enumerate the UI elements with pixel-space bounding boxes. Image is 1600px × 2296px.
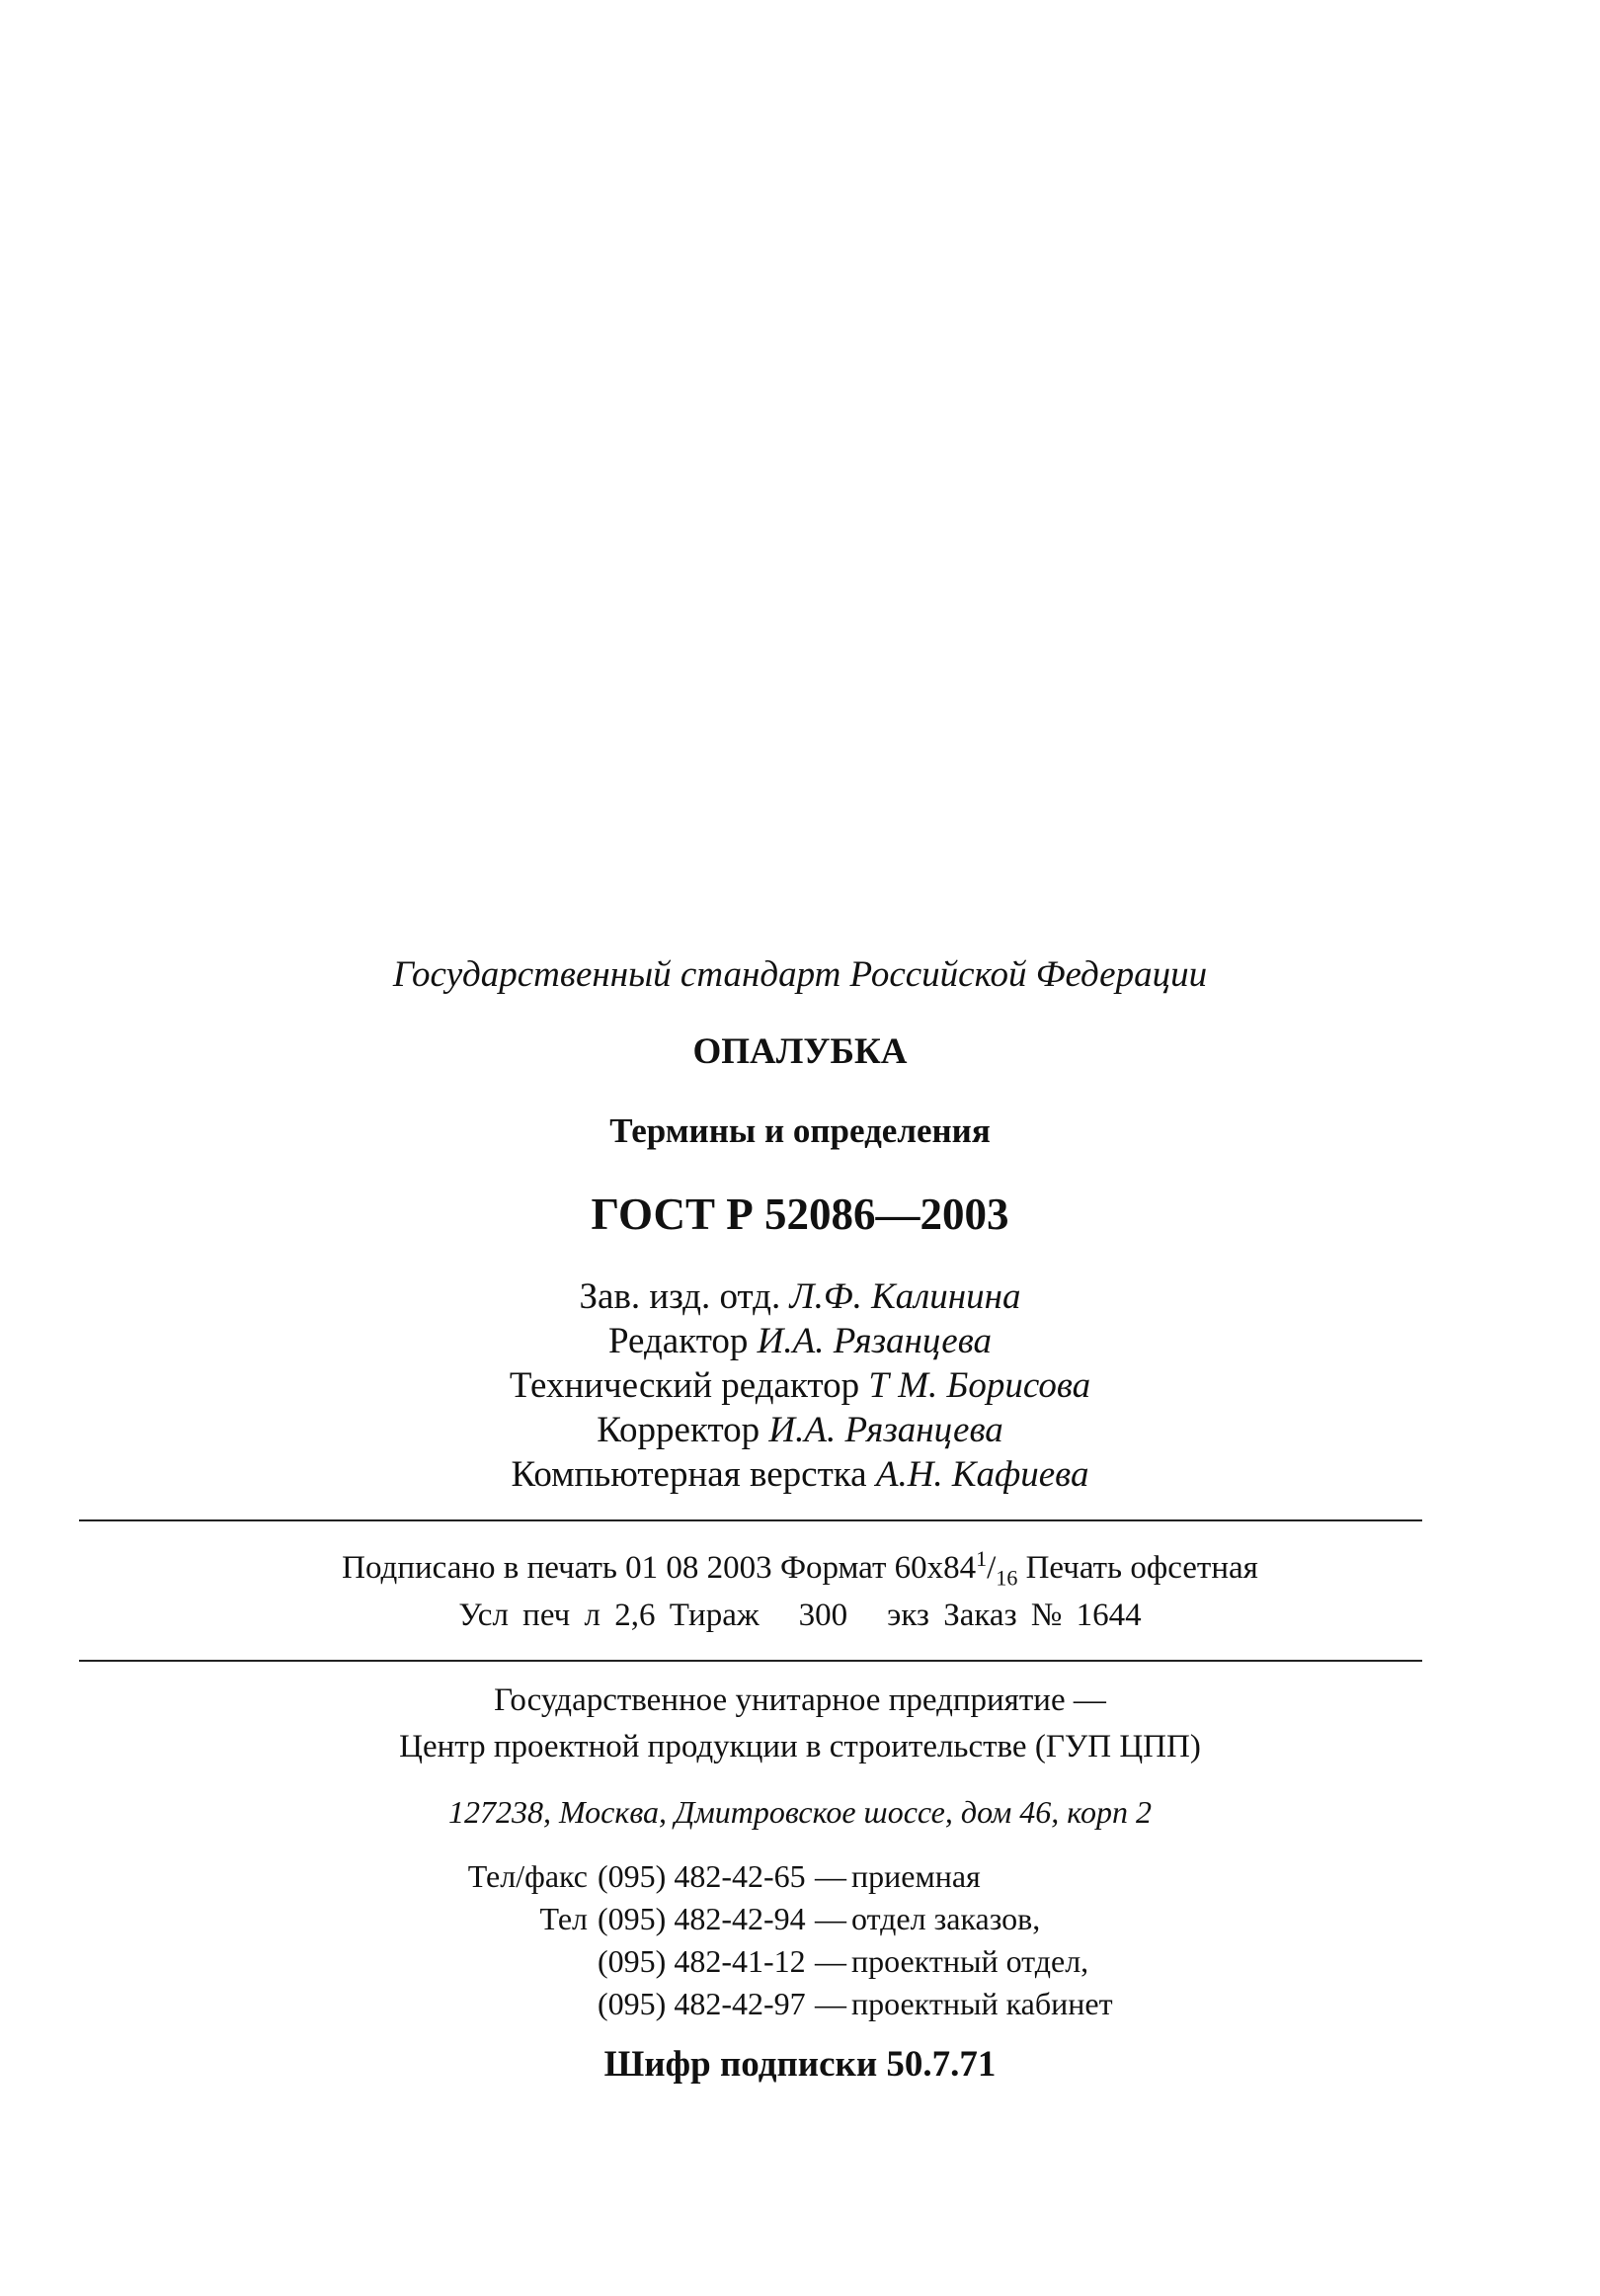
copies-value: 300 <box>798 1598 848 1633</box>
phone-label: Тел <box>539 1901 588 1936</box>
phone-dash: — <box>815 1858 846 1894</box>
phone-description: отдел заказов, <box>851 1901 1041 1936</box>
staff-role: Технический редактор <box>509 1365 860 1406</box>
phone-row <box>433 1898 1113 1940</box>
staff-role: Корректор <box>597 1410 760 1450</box>
staff-name: И.А. Рязанцева <box>757 1321 993 1361</box>
staff-row <box>0 1319 1600 1363</box>
phone-number: (095) 482-42-94 <box>598 1901 806 1936</box>
staff-role: Зав. изд. отд. <box>579 1276 781 1317</box>
staff-row <box>0 1274 1600 1319</box>
staff-name: И.А. Рязанцева <box>768 1410 1003 1450</box>
document-subject: Термины и определения <box>609 1111 991 1150</box>
format-sub: 16 <box>996 1565 1018 1591</box>
publisher-address: 127238, Москва, Дмитровское шоссе, дом 46, корп 2 <box>447 1794 1153 1830</box>
order-label: экз Заказ № <box>887 1598 1063 1633</box>
format-label: Формат 60х84 <box>779 1550 977 1586</box>
phone-description: проектный отдел, <box>851 1943 1089 1979</box>
phone-list <box>433 1855 1113 2025</box>
publisher-line-1: Государственное унитарное предприятие — <box>494 1682 1106 1718</box>
format-sup: 1 <box>976 1546 988 1571</box>
print-run-line <box>0 1598 1600 1634</box>
staff-name: А.Н. Кафиева <box>875 1454 1089 1495</box>
subscription-cipher: Шифр подписки 50.7.71 <box>603 2044 997 2085</box>
staff-name: Л.Ф. Калинина <box>789 1276 1021 1317</box>
signed-date: Подписано в печать 01 08 2003 <box>342 1550 772 1586</box>
staff-row <box>0 1408 1600 1452</box>
publisher-line-2: Центр проектной продукции в строительстве (ГУП ЦПП) <box>399 1729 1201 1764</box>
staff-row <box>0 1452 1600 1497</box>
phone-dash: — <box>815 1943 846 1979</box>
gost-number: ГОСТ Р 52086—2003 <box>591 1189 1009 1239</box>
phone-row <box>433 1983 1113 2025</box>
divider <box>79 1660 1422 1662</box>
phone-row <box>433 1940 1113 1983</box>
format-slash: / <box>987 1550 997 1586</box>
staff-name: Т М. Борисова <box>868 1365 1091 1406</box>
printing-type: Печать офсетная <box>1025 1550 1258 1586</box>
phone-description: проектный кабинет <box>851 1986 1113 2021</box>
phone-label: Тел/факс <box>467 1858 588 1894</box>
divider <box>79 1519 1422 1521</box>
phone-label <box>433 1983 598 2025</box>
phone-number: (095) 482-42-65 <box>598 1858 806 1894</box>
staff-row <box>0 1363 1600 1408</box>
phone-description: приемная <box>851 1858 981 1894</box>
standard-subtitle: Государственный стандарт Российской Федерации <box>392 954 1208 995</box>
staff-role: Компьютерная верстка <box>511 1454 867 1495</box>
phone-number: (095) 482-42-97 <box>598 1986 806 2021</box>
phone-row <box>433 1855 1113 1898</box>
print-details-line <box>0 1546 1600 1592</box>
phone-number: (095) 482-41-12 <box>598 1943 806 1979</box>
document-title: ОПАЛУБКА <box>692 1031 908 1072</box>
staff-list <box>0 1274 1600 1497</box>
staff-role: Редактор <box>607 1321 749 1361</box>
phone-dash: — <box>815 1986 846 2021</box>
sheets-label: Усл печ л 2,6 Тираж <box>458 1598 760 1633</box>
order-number: 1644 <box>1076 1598 1142 1633</box>
phone-label <box>433 1940 598 1983</box>
phone-dash: — <box>815 1901 846 1936</box>
